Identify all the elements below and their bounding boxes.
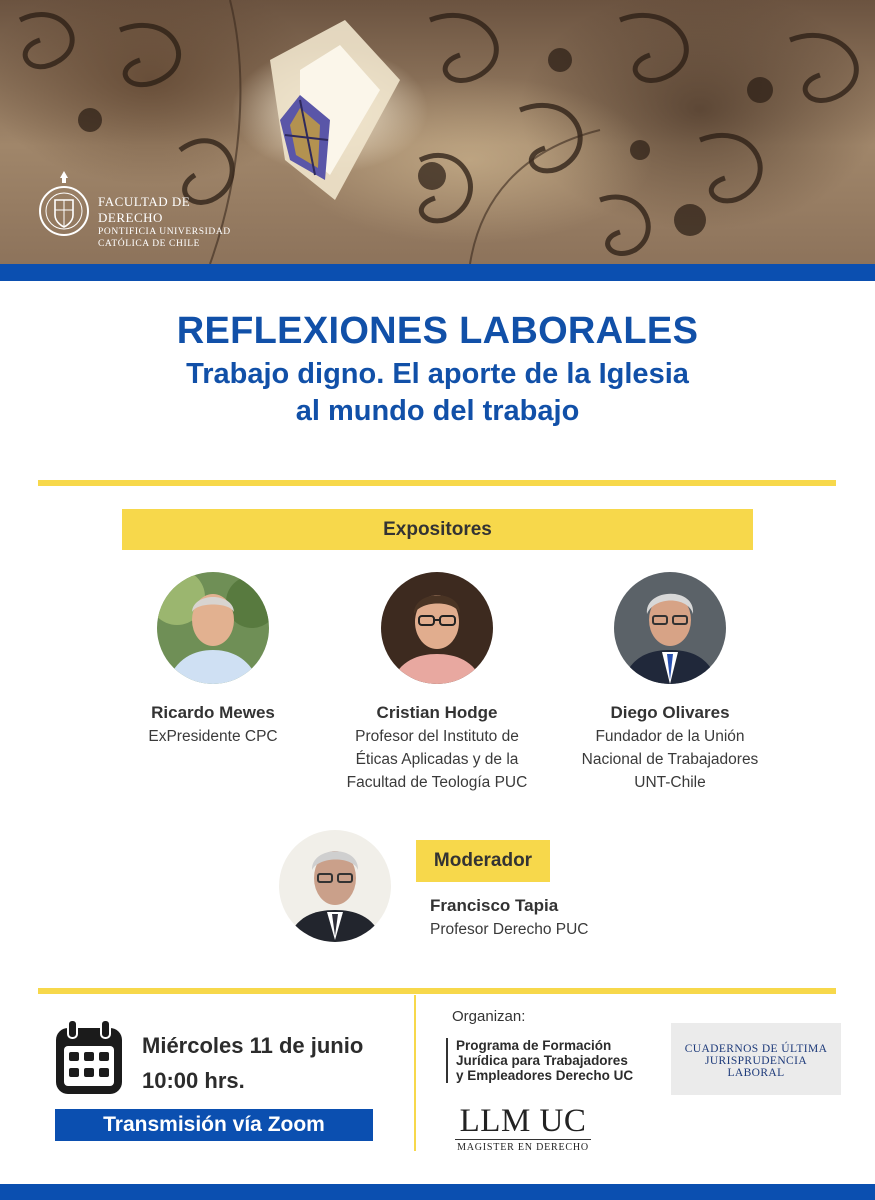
cuadernos-line: LABORAL	[727, 1067, 785, 1079]
calendar-icon	[54, 1018, 124, 1096]
bottom-blue-band	[0, 1184, 875, 1200]
speaker-card-diego-olivares	[560, 572, 780, 794]
university-name-line2: CATÓLICA DE CHILE	[98, 239, 201, 249]
university-seal-icon	[38, 170, 90, 240]
program-line: y Empleadores Derecho UC	[456, 1068, 634, 1083]
speaker-role-line: Facultad de Teología PUC	[346, 774, 528, 791]
cuadernos-line: CUADERNOS DE ÚLTIMA	[684, 1043, 828, 1055]
moderator-role: Profesor Derecho PUC	[430, 921, 589, 938]
program-logo	[446, 1038, 633, 1083]
yellow-divider-bottom	[38, 988, 836, 994]
speaker-card-ricardo-mewes	[103, 572, 323, 748]
speakers-heading: Expositores	[122, 509, 753, 550]
organizers-label: Organizan:	[452, 1008, 526, 1025]
event-subtitle-line1: Trabajo digno. El aporte de la Iglesia	[186, 358, 689, 390]
top-blue-band	[0, 264, 875, 281]
event-title: REFLEXIONES LABORALES	[176, 310, 699, 352]
yellow-divider-top	[38, 480, 836, 486]
llm-subtitle: MAGISTER EN DERECHO	[455, 1139, 591, 1153]
cuadernos-line: JURISPRUDENCIA	[704, 1055, 808, 1067]
speaker-role-line: Fundador de la Unión	[595, 728, 745, 745]
llm-title: LLM UC	[459, 1103, 587, 1139]
program-line: Jurídica para Trabajadores	[456, 1053, 628, 1068]
faculty-logo	[38, 170, 248, 249]
speaker-photo	[381, 572, 493, 684]
speaker-photo	[157, 572, 269, 684]
event-time: 10:00 hrs.	[142, 1068, 245, 1093]
speaker-name: Diego Olivares	[610, 703, 730, 722]
event-title-block	[0, 306, 875, 430]
event-date: Miércoles 11 de junio	[142, 1033, 364, 1058]
event-subtitle-line2: al mundo del trabajo	[295, 395, 580, 427]
speaker-name: Ricardo Mewes	[151, 703, 275, 722]
transmission-platform: Transmisión vía Zoom	[55, 1109, 373, 1141]
moderator-photo	[279, 830, 391, 942]
speaker-photo	[614, 572, 726, 684]
moderator-name: Francisco Tapia	[430, 896, 559, 915]
speaker-role-line: Nacional de Trabajadores	[581, 751, 759, 768]
yellow-vertical-divider	[414, 995, 416, 1151]
speaker-role-line: ExPresidente CPC	[148, 728, 278, 745]
speaker-role-line: Éticas Aplicadas y de la	[355, 751, 519, 768]
speaker-role-line: UNT-Chile	[634, 774, 706, 791]
llm-uc-logo	[455, 1104, 591, 1153]
moderator-heading: Moderador	[416, 840, 550, 882]
cuadernos-logo	[671, 1023, 841, 1095]
faculty-name: FACULTAD DE DERECHO	[98, 194, 191, 225]
header-photo	[0, 0, 875, 264]
speaker-name: Cristian Hodge	[376, 703, 498, 722]
program-line: Programa de Formación	[456, 1038, 612, 1053]
speaker-role-line: Profesor del Instituto de	[355, 728, 519, 745]
speaker-card-cristian-hodge	[327, 572, 547, 794]
university-name-line1: PONTIFICIA UNIVERSIDAD	[98, 227, 231, 237]
